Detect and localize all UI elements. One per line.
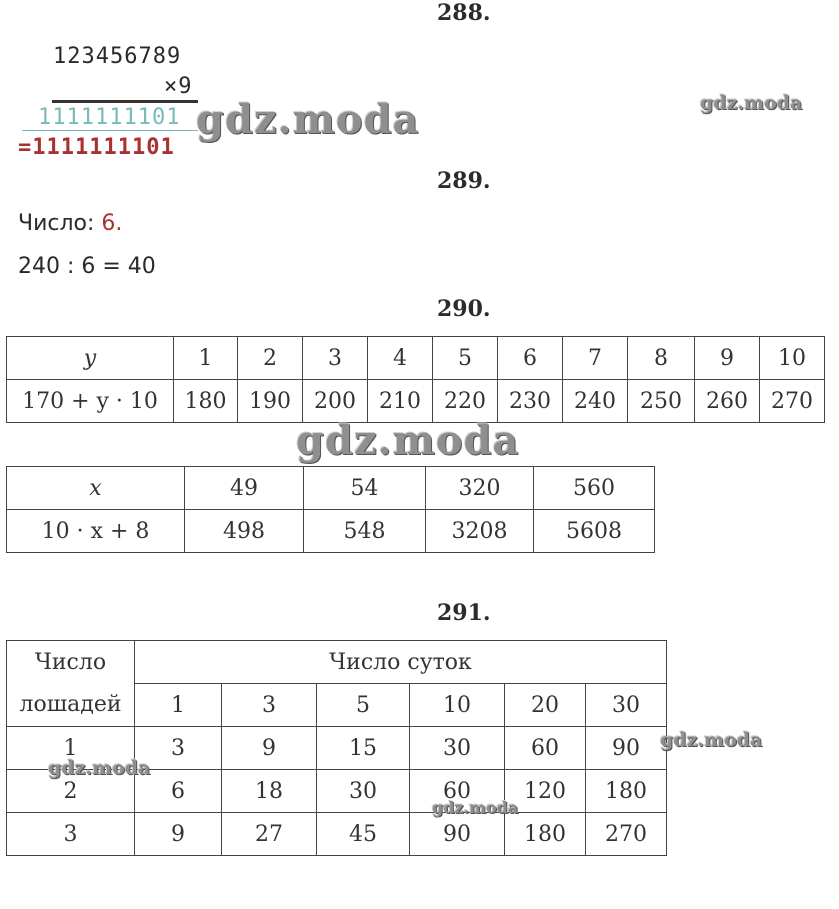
days-cell: 10	[410, 684, 505, 727]
table-cell: 320	[426, 467, 534, 510]
table-cell: 3	[135, 727, 222, 770]
table-cell: 180	[586, 770, 667, 813]
table-row	[7, 684, 667, 727]
table-cell: 5	[433, 337, 498, 380]
table-cell: 45	[317, 813, 410, 856]
table-x	[6, 466, 655, 553]
watermark: gdz.moda	[196, 96, 420, 143]
table-cell: 4	[368, 337, 433, 380]
table-cell: 250	[628, 380, 695, 423]
days-cell: 1	[135, 684, 222, 727]
table-row	[7, 813, 667, 856]
table-cell: 90	[586, 727, 667, 770]
table-cell: 180	[174, 380, 238, 423]
table-cell: 10	[760, 337, 825, 380]
table-cell: 190	[238, 380, 303, 423]
corner-cell-top: Число	[7, 641, 135, 684]
table-cell: 60	[505, 727, 586, 770]
days-cell: 3	[222, 684, 317, 727]
table-cell: 548	[304, 510, 426, 553]
header-cell: x	[7, 467, 185, 510]
table-cell: 200	[303, 380, 368, 423]
expression-cell: 170 + y · 10	[7, 380, 174, 423]
table-cell: 27	[222, 813, 317, 856]
table-cell: 6	[135, 770, 222, 813]
table-cell: 3	[303, 337, 368, 380]
division-equation: 240 : 6 = 40	[18, 254, 156, 279]
table-cell: 180	[505, 813, 586, 856]
corner-cell-bottom: лошадей	[7, 684, 135, 727]
problem-288-title: 288.	[437, 0, 491, 26]
table-cell: 30	[410, 727, 505, 770]
table-cell: 9	[135, 813, 222, 856]
watermark: gdz.moda	[48, 757, 151, 779]
table-cell: 9	[222, 727, 317, 770]
final-product: =1111111101	[18, 135, 175, 160]
watermark: gdz.moda	[296, 417, 520, 464]
days-header: Число суток	[135, 641, 667, 684]
days-cell: 30	[586, 684, 667, 727]
number-label-line	[18, 211, 122, 236]
table-cell: 270	[586, 813, 667, 856]
watermark: gdz.moda	[700, 92, 803, 114]
number-value: 6.	[101, 211, 123, 236]
table-cell: 498	[185, 510, 304, 553]
days-cell: 20	[505, 684, 586, 727]
table-cell: 260	[695, 380, 760, 423]
partial-product: 1111111101	[38, 105, 181, 130]
table-cell: 60	[410, 770, 505, 813]
table-cell: 240	[563, 380, 628, 423]
multiplier: ×9	[164, 74, 193, 99]
table-row	[7, 641, 667, 684]
table-cell: 120	[505, 770, 586, 813]
table-cell: 6	[498, 337, 563, 380]
table-cell: 49	[185, 467, 304, 510]
problem-289-title: 289.	[437, 168, 491, 194]
multiplication-line	[52, 100, 198, 103]
table-cell: 8	[628, 337, 695, 380]
watermark: gdz.moda	[432, 798, 519, 817]
watermark: gdz.moda	[660, 729, 763, 751]
table-cell: 220	[433, 380, 498, 423]
table-cell: 270	[760, 380, 825, 423]
partial-underline	[22, 130, 198, 131]
multiplicand: 123456789	[53, 44, 182, 69]
table-cell: 1	[174, 337, 238, 380]
table-cell: 560	[534, 467, 655, 510]
header-cell: y	[7, 337, 174, 380]
problem-291-title: 291.	[437, 600, 491, 626]
horses-cell: 1	[7, 727, 135, 770]
table-cell: 9	[695, 337, 760, 380]
table-cell: 90	[410, 813, 505, 856]
table-cell: 5608	[534, 510, 655, 553]
horses-days-table	[6, 640, 667, 856]
table-y	[6, 336, 825, 423]
table-cell: 54	[304, 467, 426, 510]
expression-cell: 10 · x + 8	[7, 510, 185, 553]
problem-290-title: 290.	[437, 296, 491, 322]
table-row	[7, 510, 655, 553]
table-cell: 2	[238, 337, 303, 380]
number-label: Число:	[18, 211, 95, 236]
table-cell: 3208	[426, 510, 534, 553]
table-row	[7, 467, 655, 510]
table-cell: 230	[498, 380, 563, 423]
table-cell: 7	[563, 337, 628, 380]
table-cell: 210	[368, 380, 433, 423]
table-cell: 30	[317, 770, 410, 813]
horses-cell: 3	[7, 813, 135, 856]
table-cell: 15	[317, 727, 410, 770]
horses-cell: 2	[7, 770, 135, 813]
table-row	[7, 337, 825, 380]
table-cell: 18	[222, 770, 317, 813]
days-cell: 5	[317, 684, 410, 727]
